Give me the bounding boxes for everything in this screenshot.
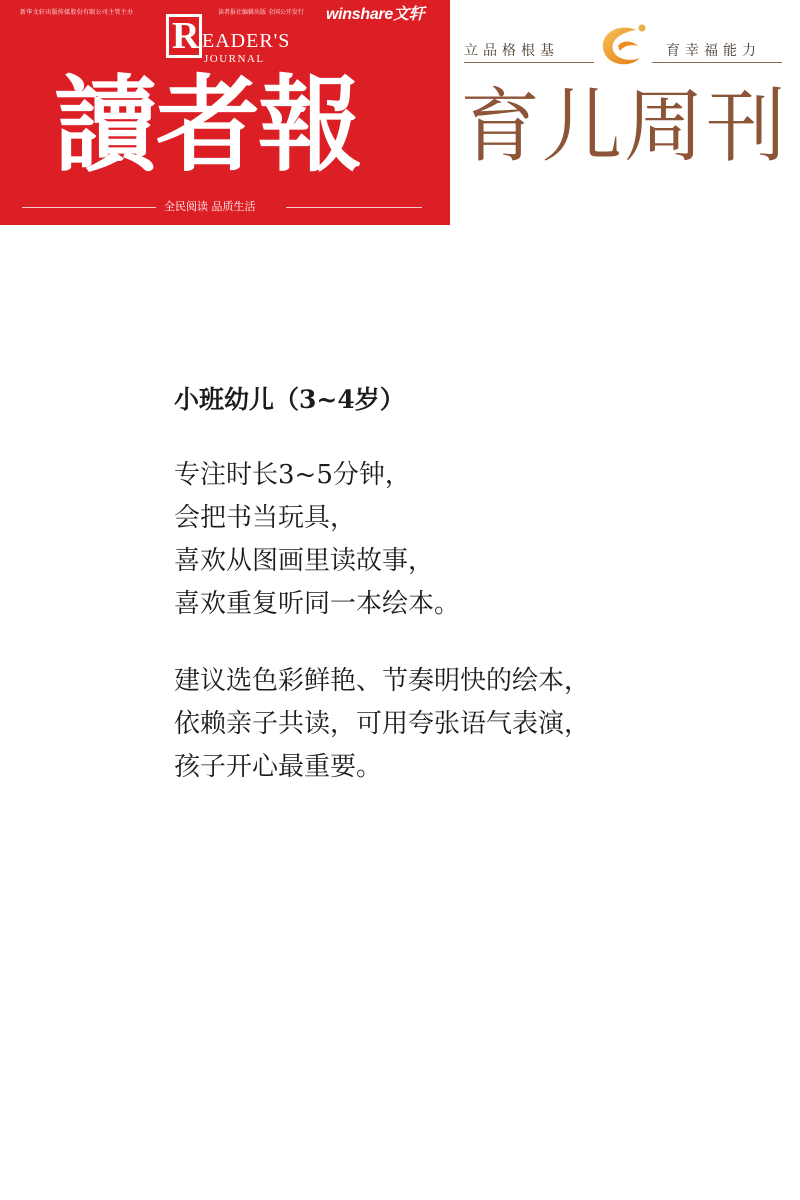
tagline-divider-left [22,207,156,208]
winshare-logo: winshare文轩 [326,6,425,23]
article-heading: 小班幼儿（3~4岁） [174,385,405,414]
slogan-left: 立品格根基 [464,43,559,59]
paragraph-line: 喜欢从图画里读故事， [174,546,435,576]
masthead-tagline: 全民阅读 品质生活 [164,200,256,213]
tagline-divider-right [286,207,422,208]
readers-journal-logo-letter: R [172,15,200,57]
slogan-right: 育幸福能力 [666,43,761,59]
readers-journal-title: 讀者報 [54,63,361,186]
paragraph-line: 喜欢重复听同一本绘本。 [174,589,461,619]
golden-spiral-emblem-icon [596,20,652,70]
publisher-note: 新华文轩出版传媒股份有限公司主管主办 [20,9,134,16]
readers-journal-logo-sub: JOURNAL [204,53,265,65]
readers-journal-masthead [0,0,450,225]
tagline-row [22,199,422,215]
paragraph-line: 孩子开心最重要。 [174,752,383,782]
readers-journal-logo-word: EADER'S [202,30,291,52]
paragraph-line: 专注时长3~5分钟， [174,460,411,490]
article-paragraph [174,454,734,626]
article-body [174,380,734,789]
paragraph-line: 会把书当玩具， [174,503,357,533]
parenting-weekly-title: 育儿周刊 [460,80,788,173]
paragraph-line: 依赖亲子共读，可用夸张语气表演， [174,709,591,739]
supervisor-note: 读者报社编辑出版 全国公开发行 [218,9,304,16]
slogan-underline-right [652,62,782,63]
paragraph-line: 建议选色彩鲜艳、节奏明快的绘本， [174,666,591,696]
article-paragraph [174,660,734,789]
slogan-underline-left [464,62,594,63]
